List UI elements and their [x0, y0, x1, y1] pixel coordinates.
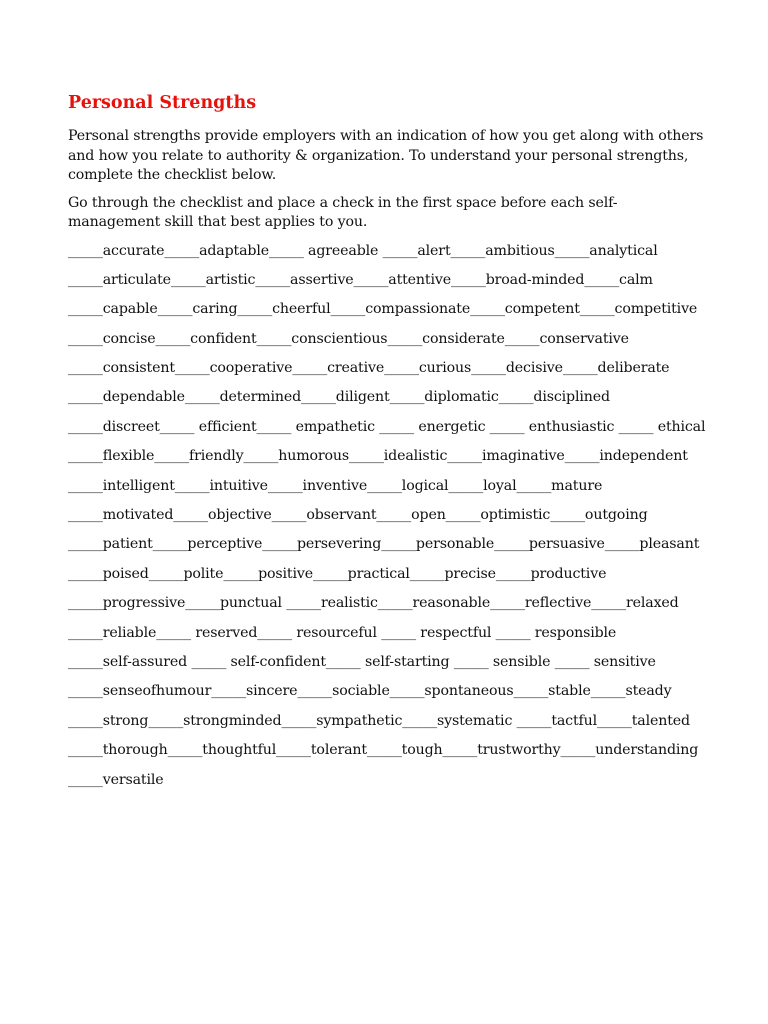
- checklist-row: _____accurate_____adaptable_____ agreeable _____alert_____ambitious_____analytical: [68, 242, 658, 259]
- checklist-row: _____intelligent_____intuitive_____inventive_____logical_____loyal_____mature: [68, 477, 603, 494]
- checklist-row: _____discreet_____ efficient_____ empathetic _____ energetic _____ enthusiastic _____ ethical: [68, 418, 706, 435]
- checklist-row: _____versatile: [68, 771, 164, 788]
- instructions-paragraph: Go through the checklist and place a check in the first space before each self-management skill that best applies to you.: [68, 194, 618, 230]
- checklist-row: _____patient_____perceptive_____persevering_____personable_____persuasive_____pleasant: [68, 536, 700, 553]
- checklist-row: _____self-assured _____ self-confident_____ self-starting _____ sensible _____ sensitive: [68, 653, 656, 670]
- intro-paragraph: Personal strengths provide employers with an indication of how you get along with others and how you relate to authority & organization. To understand your personal strengths, complete the checklist below.: [68, 128, 704, 183]
- checklist-row: _____capable_____caring_____cheerful_____compassionate_____competent_____competitive: [68, 301, 698, 318]
- checklist-row: _____poised_____polite_____positive_____practical_____precise_____productive: [68, 565, 607, 582]
- checklist-row: _____thorough_____thoughtful_____tolerant_____tough_____trustworthy_____understanding: [68, 742, 699, 759]
- checklist-row: _____dependable_____determined_____diligent_____diplomatic_____disciplined: [68, 389, 610, 406]
- checklist-row: _____consistent_____cooperative_____creative_____curious_____decisive_____deliberate: [68, 360, 670, 377]
- checklist-row: _____motivated_____objective_____observant_____open_____optimistic_____outgoing: [68, 507, 648, 524]
- checklist-row: _____senseofhumour_____sincere_____sociable_____spontaneous_____stable_____steady: [68, 683, 672, 700]
- strengths-checklist: [68, 241, 708, 799]
- checklist-row: _____flexible_____friendly_____humorous_____idealistic_____imaginative_____independent: [68, 448, 688, 465]
- document-content: [68, 90, 708, 799]
- checklist-row: _____strong_____strongminded_____sympathetic_____systematic _____tactful_____talented: [68, 712, 690, 729]
- checklist-row: _____concise_____confident_____conscientious_____considerate_____conservative: [68, 330, 629, 347]
- page-title: Personal Strengths: [68, 93, 257, 113]
- checklist-row: _____reliable_____ reserved_____ resourceful _____ respectful _____ responsible: [68, 624, 617, 641]
- checklist-row: _____progressive_____punctual _____realistic_____reasonable_____reflective_____relaxed: [68, 595, 679, 612]
- checklist-row: _____articulate_____artistic_____assertive_____attentive_____broad-minded_____calm: [68, 271, 653, 288]
